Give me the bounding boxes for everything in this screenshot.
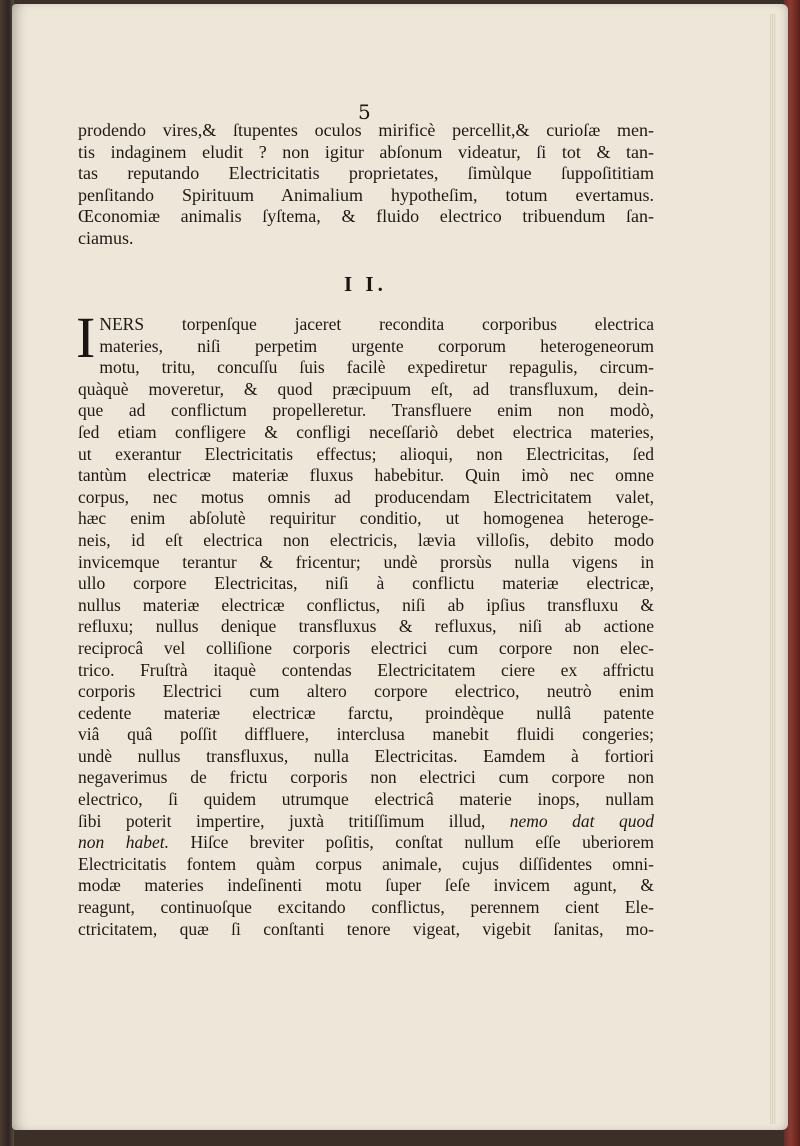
text-line: tas reputando Electricitatis proprietates, ſimùlque ſuppoſititiam: [78, 163, 654, 184]
text-line: Electricitatis fontem quàm corpus animale, cujus diſſidentes omni-: [78, 853, 654, 874]
text-line: nullus materiæ electricæ conflictus, niſi ab ipſius transfluxu &: [78, 594, 654, 615]
italic-quote-start: nemo dat quod: [509, 810, 655, 831]
main-paragraph: [76, 305, 655, 940]
text-line: refluxu; nullus denique transfluxus & refluxus, niſi ab actione: [78, 616, 654, 637]
text-line-with-italic: [78, 811, 654, 833]
text-segment: Hiſce breviter poſitis, conſtat nullum eſſe uberiorem: [190, 832, 655, 853]
text-line: tantùm electricæ materiæ fluxus habebitur. Quin imò nec omne: [78, 465, 654, 486]
page-number: 5: [358, 100, 371, 124]
text-line: trico. Fruſtrà itaquè contendas Electricitatem ciere ex affrictu: [78, 659, 654, 680]
text-line: modæ materies indeſinenti motu ſuper ſeſe invicem agunt, &: [78, 875, 654, 896]
text-line: negaverimus de frictu corporis non electrici cum corpore non: [78, 767, 654, 788]
intro-paragraph: [78, 120, 654, 250]
text-line: ullo corpore Electricitas, niſi à conflictu materiæ electricæ,: [78, 573, 654, 594]
text-line: undè nullus transfluxus, nulla Electricitas. Eamdem à fortiori: [78, 745, 654, 766]
text-line: tis indaginem eludit ? non igitur abſonum videatur, ſi tot & tan-: [78, 141, 654, 162]
text-line: prodendo vires,& ſtupentes oculos mirificè percellit,& curioſæ men-: [78, 120, 654, 140]
text-line: ſed etiam confligere & confligi neceſſariò debet electrica materies,: [78, 421, 654, 442]
text-line: neis, id eſt electrica non electricis, lævia villoſis, debito modo: [78, 529, 654, 550]
section-heading: I I.: [344, 272, 387, 296]
text-line: motu, tritu, concuſſu ſuis facilè expediretur repagulis, circum-: [99, 357, 654, 378]
text-line: corpus, nec motus omnis ad producendam Electricitatem valet,: [78, 486, 654, 507]
text-line: ctricitatem, quæ ſi conſtanti tenore vigeat, vigebit ſanitas, mo-: [78, 918, 654, 939]
text-line: Œconomiæ animalis ſyſtema, & fluido electrico tribuendum ſan-: [78, 206, 654, 227]
text-line: invicemque terantur & fricentur; undè prorsùs nulla vigens in: [78, 551, 654, 572]
text-line: reciprocâ vel colliſione corporis electrici cum corpore non elec-: [78, 637, 654, 658]
text-line: penſitando Spirituum Animalium hypotheſim, totum evertamus.: [78, 184, 654, 205]
text-line: reagunt, continuoſque excitando conflictus, perennem cient Ele-: [78, 897, 654, 918]
text-line: hæc enim abſolutè requiritur conditio, ut homogenea heteroge-: [78, 508, 654, 529]
text-line: viâ quâ poſſit diffluere, interclusa manebit fluidi congeries;: [78, 724, 654, 745]
book-page: [12, 4, 788, 1130]
text-line: corporis Electrici cum altero corpore electrico, neutrò enim: [78, 681, 654, 702]
text-line: ciamus.: [78, 227, 134, 248]
page-edge-stack: [770, 14, 776, 1124]
text-line: quàquè moveretur, & quod præcipuum eſt, ad transfluxum, dein-: [78, 378, 654, 399]
text-line: ut exerantur Electricitatis effectus; alioqui, non Electricitas, ſed: [78, 443, 654, 464]
text-line: electrico, ſi quidem utrumque electricâ materie inops, nullam: [78, 789, 654, 810]
text-segment: ſibi poterit impertire, juxtà tritiſſimum illud,: [78, 810, 486, 831]
text-line: que ad conflictum propelleretur. Transfluere enim non modò,: [78, 400, 654, 421]
text-line: materies, niſi perpetim urgente corporum heterogeneorum: [99, 335, 654, 356]
text-line-with-italic: [78, 832, 654, 854]
text-line: NERS torpenſque jaceret recondita corporibus electrica: [99, 314, 654, 334]
italic-quote-end: non habet.: [78, 832, 169, 853]
drop-cap-initial: I: [76, 305, 96, 370]
text-line: cedente materiæ electricæ farctu, proindèque nullâ patente: [78, 702, 654, 723]
